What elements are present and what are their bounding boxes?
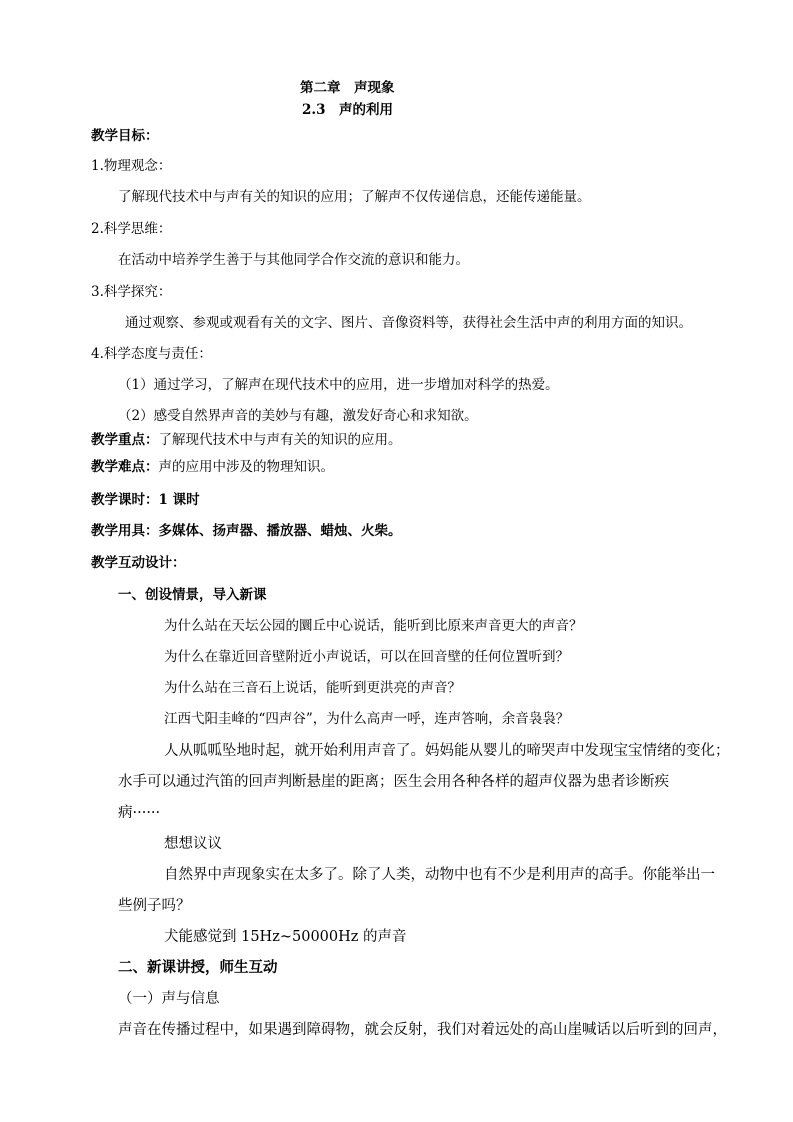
chapter-title: 第二章 声现象 [300, 80, 395, 96]
part2-title: 二、新课讲授，师生互动 [118, 959, 278, 976]
teaching-tools: 教学用具：多媒体、扬声器、播放器、蜡烛、火柴。 [91, 523, 402, 539]
think-discuss: 想想议议 [164, 836, 222, 852]
objectives-heading: 教学目标： [91, 128, 159, 144]
objective-3-content: 通过观察、参观或观看有关的文字、图片、音像资料等，获得社会生活中声的利用方面的知识。 [125, 315, 692, 331]
question-1: 为什么站在天坛公园的圜丘中心说话，能听到比原来声音更大的声音？ [164, 618, 583, 634]
objective-4-label: 4.科学态度与责任： [91, 346, 212, 362]
part2-last-line: 声音在传播过程中，如果遇到障碍物，就会反射，我们对着远处的高山崖喊话以后听到的回声， [118, 1022, 727, 1038]
objective-2-content: 在活动中培养学生善于与其他同学合作交流的意识和能力。 [118, 252, 469, 268]
key-point-text: 了解现代技术中与声有关的知识的应用。 [158, 432, 402, 448]
part1-title: 一、创设情景，导入新课 [118, 587, 267, 603]
objective-1-label: 1.物理观念： [91, 158, 172, 174]
part2-sub1: （一）声与信息 [118, 991, 220, 1007]
section-title: 2.3 声的利用 [302, 102, 393, 118]
question-4: 江西弋阳圭峰的“四声谷”，为什么高声一呼，连声答响，余音袅袅？ [164, 711, 570, 727]
teaching-periods: 教学课时：1 课时 [91, 492, 200, 508]
objective-1-content: 了解现代技术中与声有关的知识的应用；了解声不仅传递信息，还能传递能量。 [118, 189, 591, 205]
design-heading: 教学互动设计： [91, 555, 186, 571]
objective-4-sub-2: （2）感受自然界声音的美妙与有趣，激发好奇心和求知欲。 [118, 408, 478, 424]
objective-2-label: 2.科学思维： [91, 221, 172, 237]
para2-line-1: 自然界中声现象实在太多了。除了人类，动物中也有不少是利用声的高手。你能举出一 [164, 867, 715, 883]
key-point [91, 431, 402, 449]
para1-line-2: 水手可以通过汽笛的回声判断悬崖的距离；医生会用各种各样的超声仪器为患者诊断疾 [118, 774, 669, 790]
key-point-label: 教学重点： [91, 432, 159, 448]
difficulty-text: 声的应用中涉及的物理知识。 [158, 459, 334, 475]
difficulty [91, 458, 334, 476]
question-3: 为什么站在三音石上说话，能听到更洪亮的声音？ [164, 680, 461, 696]
question-2: 为什么在靠近回音壁附近小声说话，可以在回音壁的任何位置听到？ [164, 649, 569, 665]
dog-hearing: 犬能感觉到 15Hz~50000Hz 的声音 [164, 929, 407, 945]
para2-line-2: 些例子吗？ [118, 898, 191, 914]
objective-4-sub-1: （1）通过学习，了解声在现代技术中的应用，进一步增加对科学的热爱。 [118, 377, 559, 393]
difficulty-label: 教学难点： [91, 459, 159, 475]
objective-3-label: 3.科学探究： [91, 284, 172, 300]
para1-line-1: 人从呱呱坠地时起，就开始利用声音了。妈妈能从婴儿的啼哭声中发现宝宝情绪的变化； [164, 743, 730, 759]
para1-line-3: 病······ [118, 805, 161, 821]
